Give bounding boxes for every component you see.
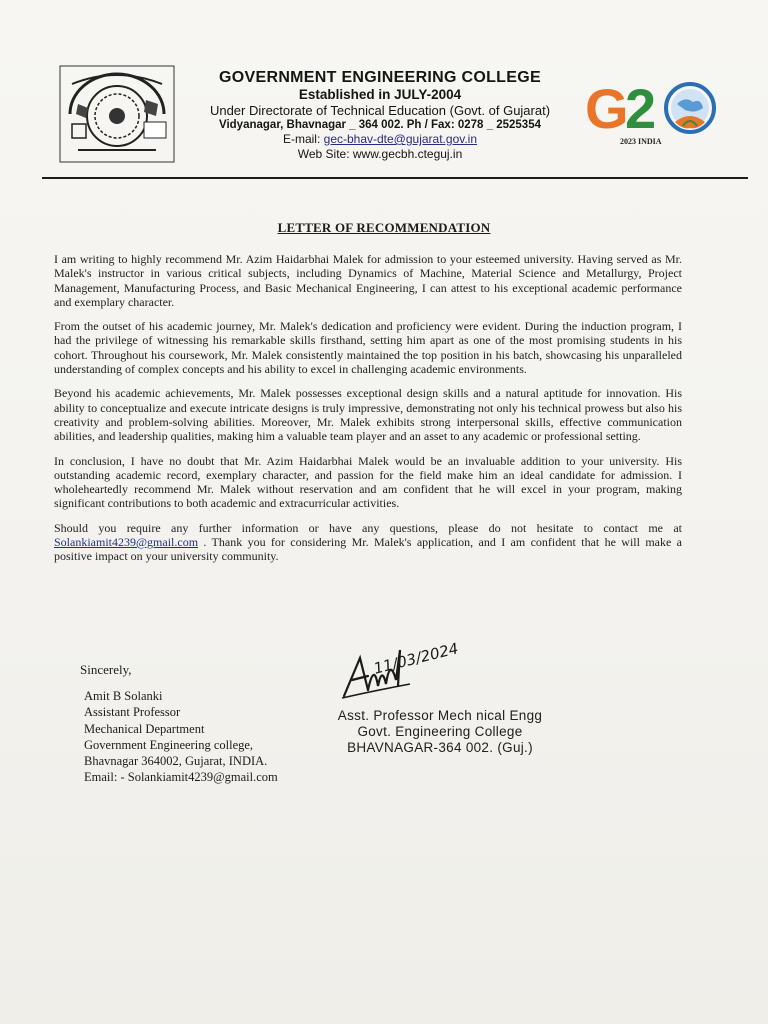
signatory-location: Bhavnagar 364002, Gujarat, INDIA.: [84, 754, 268, 769]
paragraph-3: Beyond his academic achievements, Mr. Malek possesses exceptional design skills and a natural aptitude for innovation. His ability to conceptualize and execute intricate designs is truly impressive, demonstrating not only his technical prowess but also his creativity and problem-solving abilities. Moreover, Mr. Malek exhibits strong interpersonal skills, effective communication abilities, and leadership qualities, making him a valuable team player and an asset to any academic or professional setting.: [54, 386, 682, 444]
header-divider: [42, 177, 748, 179]
established-line: Established in JULY-2004: [298, 87, 462, 102]
signatory-designation: Assistant Professor: [84, 705, 181, 720]
paragraph-2: From the outset of his academic journey, Mr. Malek's dedication and proficiency were evident. During the induction program, I had the privilege of witnessing his remarkable skills firsthand, setting him apart as one of the most promising students in his cohort. Throughout his coursework, Mr. Malek consistently maintained the top position in his batch, showcasing his unparalleled understanding of complex concepts and his ability to excel in challenging academic environments.: [54, 319, 682, 377]
contact-email-link[interactable]: Solankiamit4239@gmail.com: [54, 535, 199, 550]
college-emblem-icon: [58, 64, 176, 164]
letterhead: [190, 68, 570, 162]
salutation: Sincerely,: [80, 662, 132, 677]
address-line: Vidyanagar, Bhavnagar _ 364 002. Ph / Fax: 0278 _ 2525354: [219, 119, 541, 131]
official-stamp: [300, 708, 580, 756]
college-name: GOVERNMENT ENGINEERING COLLEGE: [219, 69, 541, 86]
paragraph-5-end: . Thank you for considering Mr. Malek's application, and I am confident that he will make a positive impact on your university community.: [54, 535, 682, 564]
email-label: E-mail:: [282, 132, 324, 146]
website-line: Web Site: www.gecbh.cteguj.in: [297, 147, 463, 161]
signatory-details: [84, 688, 278, 786]
email-link[interactable]: gec-bhav-dte@gujarat.gov.in: [323, 132, 478, 146]
g20-caption: 2023 INDIA: [620, 137, 662, 146]
paragraph-1: I am writing to highly recommend Mr. Azim Haidarbhai Malek for admission to your esteemed university. Having served as Mr. Malek's instructor in various critical subjects, including Dynamics of Machine, Material Science and Metallurgy, Project Management, Manufacturing Process, and Basic Mechanical Engineering, I can attest to his exceptional academic performance and exemplary character.: [54, 252, 682, 309]
letter-body: [54, 252, 682, 574]
letter-title: LETTER OF RECOMMENDATION: [277, 220, 491, 235]
g20-logo-icon: [585, 70, 725, 160]
stamp-line-1: Asst. Professor Mech nical Engg: [337, 708, 543, 723]
signatory-department: Mechanical Department: [84, 721, 205, 736]
signature-date: 11/03/2024: [371, 639, 461, 678]
email-line: [190, 132, 570, 147]
stamp-line-3: BHAVNAGAR-364 002. (Guj.): [347, 740, 533, 755]
paragraph-5-start: Should you require any further information or have any questions, please do not hesitate to contact me at: [54, 520, 682, 535]
stamp-line-2: Govt. Engineering College: [357, 724, 523, 739]
svg-text:G: G: [585, 77, 629, 140]
svg-text:2: 2: [625, 77, 657, 140]
signatory-college: Government Engineering college,: [84, 737, 254, 752]
signatory-name: Amit B Solanki: [84, 689, 163, 703]
paragraph-5: [54, 521, 682, 564]
paragraph-4: In conclusion, I have no doubt that Mr. Azim Haidarbhai Malek would be an invaluable addition to your university. His outstanding academic record, exemplary character, and passion for the field make him an ideal candidate for admission. I wholeheartedly recommend Mr. Malek without reservation and am confident that he will excel in your program, making significant contributions to both academic and extracurricular activities.: [54, 453, 682, 511]
signatory-email: Email: - Solankiamit4239@gmail.com: [84, 770, 278, 785]
directorate-line: Under Directorate of Technical Education (Govt. of Gujarat): [209, 103, 551, 118]
